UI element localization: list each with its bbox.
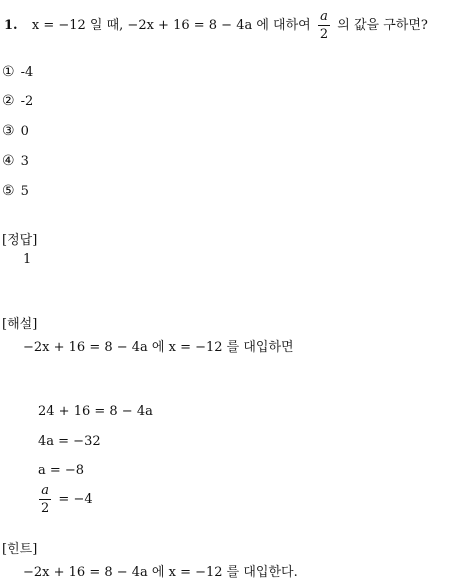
solution-step-3: a = −8 xyxy=(38,463,85,478)
answer-value: 1 xyxy=(23,252,32,267)
choice-2 xyxy=(2,93,33,109)
solution-step-1: 24 + 16 = 8 − 4a xyxy=(38,404,153,419)
answer-label: [정답] xyxy=(2,233,38,248)
choice-4 xyxy=(2,153,29,169)
choice-mark: ① xyxy=(2,64,15,80)
choice-value: 3 xyxy=(20,154,29,169)
question-fraction-denominator: 2 xyxy=(319,27,329,42)
solution-fraction xyxy=(39,484,51,515)
choice-value: 5 xyxy=(20,184,29,199)
hint-label: [힌트] xyxy=(2,542,38,557)
question-fraction-numerator: a xyxy=(320,9,328,24)
solution-line-1: −2x + 16 = 8 − 4a 에 x = −12 를 대입하면 xyxy=(23,340,294,355)
choice-value: -2 xyxy=(20,94,34,109)
question-text-after: 의 값을 구하면? xyxy=(337,18,428,33)
question xyxy=(4,10,428,41)
solution-fraction-denominator: 2 xyxy=(41,501,50,516)
hint-line-1: −2x + 16 = 8 − 4a 에 x = −12 를 대입한다. xyxy=(23,565,298,580)
choice-3 xyxy=(2,123,29,139)
choice-mark: ④ xyxy=(2,153,15,169)
choice-value: -4 xyxy=(20,65,34,80)
question-text-before: x = −12 일 때, −2x + 16 = 8 − 4a 에 대하여 xyxy=(31,18,311,33)
solution-label: [해설] xyxy=(2,317,38,332)
question-number: 1. xyxy=(4,18,18,33)
choice-mark: ③ xyxy=(2,123,15,139)
solution-fraction-numerator: a xyxy=(41,483,50,498)
choice-value: 0 xyxy=(20,124,29,139)
solution-final xyxy=(36,484,93,515)
choice-mark: ⑤ xyxy=(2,183,15,199)
solution-step-2: 4a = −32 xyxy=(38,434,101,449)
choice-5 xyxy=(2,183,29,199)
question-fraction xyxy=(318,10,330,41)
choice-mark: ② xyxy=(2,93,15,109)
choice-1 xyxy=(2,64,33,80)
solution-final-rhs: = −4 xyxy=(58,492,93,507)
